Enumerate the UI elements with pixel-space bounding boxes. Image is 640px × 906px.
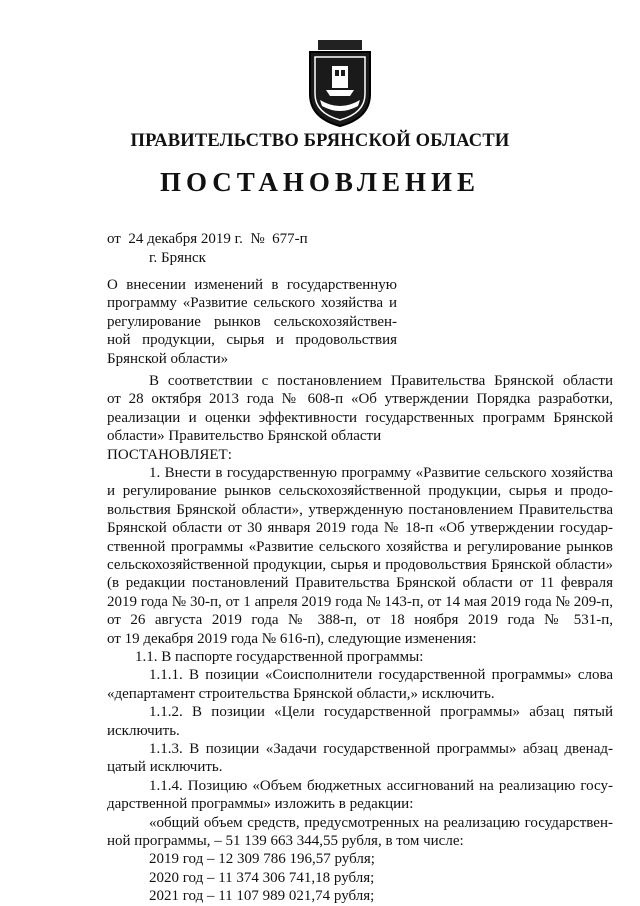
document-date-number: от 24 декабря 2019 г. № 677-п <box>107 231 308 247</box>
item-1-line: вольствия Брянской области», утвержденную постановлением Правительства <box>107 501 613 518</box>
subitem-1-1-2-cont: исключить. <box>107 722 180 739</box>
item-1-line: сельскохозяйственной продукции, сырья и продовольствия Брянской области» <box>107 557 613 574</box>
subitem-1-1-4: 1.1.4. Позицию «Объем бюджетных ассигнований на реализацию госу- <box>149 777 613 794</box>
item-1-line: (в редакции постановлений Правительства Брянской области от 11 февраля <box>107 575 613 592</box>
subitem-1-1-4-cont: дарственной программы» изложить в редакции: <box>107 796 414 813</box>
decree-word: ПОСТАНОВЛЯЕТ: <box>107 446 232 463</box>
quote-line: «общий объем средств, предусмотренных на реализацию государствен- <box>149 814 613 831</box>
quote-line: ной программы, – 51 139 663 344,55 рубля, в том числе: <box>107 833 464 850</box>
year-2021-amount: 2021 год – 11 107 989 021,74 рубля; <box>149 888 375 905</box>
document-subject: О внесении изменений в государственную программу «Развитие сельского хозяйства и регулирование рынков сельскохозяйствен-ной продукции, сырья и продовольствия Брянской области» <box>107 277 397 367</box>
item-1-line: и регулирование рынков сельскохозяйственной продукции, сырья и продо- <box>107 483 613 500</box>
subitem-1-1-2: 1.1.2. В позиции «Цели государственной программы» абзац пятый <box>149 704 613 721</box>
subitems-block <box>107 648 613 906</box>
item-1-line: Брянской области от 30 января 2019 года № 18-п «Об утверждении государ- <box>107 520 613 537</box>
year-2019-amount: 2019 год – 12 309 786 196,57 рубля; <box>149 851 375 868</box>
document-city: г. Брянск <box>149 250 206 266</box>
preamble-line: от 28 октября 2013 года № 608-п «Об утверждении Порядка разработки, <box>107 391 613 408</box>
government-name: ПРАВИТЕЛЬСТВО БРЯНСКОЙ ОБЛАСТИ <box>130 131 510 151</box>
item-1-block <box>107 464 613 648</box>
subitem-1-1-3-cont: цатый исключить. <box>107 759 223 776</box>
document-type-title: ПОСТАНОВЛЕНИЕ <box>159 167 481 197</box>
preamble-line: реализации и оценки эффективности государственных программ Брянской <box>107 409 613 426</box>
item-1-line: 1. Внести в государственную программу «Развитие сельского хозяйства <box>149 465 613 481</box>
subitem-1-1-3: 1.1.3. В позиции «Задачи государственной программы» абзац двенад- <box>149 741 613 758</box>
subitem-1-1: 1.1. В паспорте государственной программы: <box>135 649 424 665</box>
preamble-line: области» Правительство Брянской области <box>107 428 382 445</box>
item-1-line: 2019 года № 30-п, от 1 апреля 2019 года № 143-п, от 14 мая 2019 года № 209-п, <box>107 593 613 610</box>
item-1-line: ственной программы «Развитие сельского хозяйства и регулирование рынков <box>107 538 613 555</box>
subitem-1-1-1: 1.1.1. В позиции «Соисполнители государственной программы» слова <box>149 667 613 684</box>
subitem-1-1-1-cont: «департамент строительства Брянской области,» исключить. <box>107 685 495 702</box>
item-1-line: от 26 августа 2019 года № 388-п, от 18 ноября 2019 года № 531-п, <box>107 612 613 629</box>
preamble-block <box>107 372 613 464</box>
coat-of-arms-emblem <box>304 40 376 128</box>
preamble-line: В соответствии с постановлением Правительства Брянской области <box>149 373 613 389</box>
item-1-line: от 19 декабря 2019 года № 616-п), следующие изменения: <box>107 630 477 647</box>
year-2020-amount: 2020 год – 11 374 306 741,18 рубля; <box>149 869 375 886</box>
